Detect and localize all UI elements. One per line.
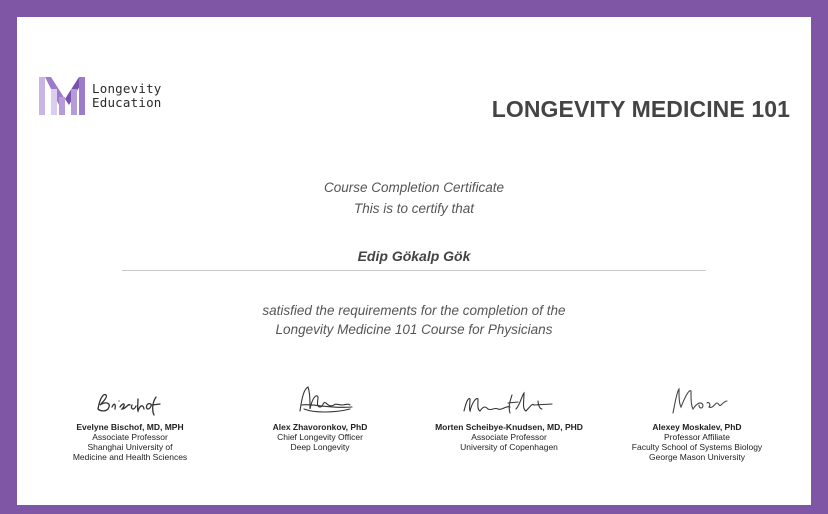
signer-affiliation: George Mason University <box>649 452 745 462</box>
signer-name: Evelyne Bischof, MD, MPH <box>76 422 184 432</box>
signer-affiliation: Medicine and Health Sciences <box>72 452 188 462</box>
signer-title: Professor Affiliate <box>664 432 730 442</box>
certificate-type: Course Completion Certificate <box>323 180 505 195</box>
signature-moskalev <box>657 383 737 417</box>
signers-row <box>17 377 811 487</box>
recipient-name: Edip Gökalp Gök <box>357 248 471 264</box>
name-underline <box>122 270 706 271</box>
certify-text: This is to certify that <box>353 201 475 216</box>
signer-title: Associate Professor <box>471 432 547 442</box>
signer-affiliation: University of Copenhagen <box>460 442 558 452</box>
signer-zhavoronkov <box>225 377 415 452</box>
course-title: LONGEVITY MEDICINE 101 <box>491 96 790 122</box>
signer-affiliation: Deep Longevity <box>290 442 350 452</box>
logo-line-2: Education <box>92 95 162 110</box>
requirement-line-1: satisfied the requirements for the completion of the <box>262 303 566 318</box>
certificate-sheet <box>17 17 811 505</box>
signature-bischof <box>90 389 170 417</box>
longevity-education-logo <box>39 75 162 117</box>
signer-title: Chief Longevity Officer <box>277 432 363 442</box>
signer-moskalev <box>602 377 792 462</box>
signer-scheibye-knudsen <box>414 377 604 452</box>
signer-name: Alexey Moskalev, PhD <box>652 422 742 432</box>
logo-mark-icon <box>39 75 89 117</box>
signer-title: Associate Professor <box>92 432 168 442</box>
signature-zhavoronkov <box>280 383 360 417</box>
signer-bischof <box>35 377 225 462</box>
signer-name: Alex Zhavoronkov, PhD <box>272 422 368 432</box>
signer-name: Morten Scheibye-Knudsen, MD, PHD <box>435 422 583 432</box>
signer-affiliation: Faculty School of Systems Biology <box>631 442 763 452</box>
logo-line-1: Longevity <box>92 81 162 96</box>
logo-wordmark <box>92 82 162 110</box>
signature-scheibye-knudsen <box>454 389 564 417</box>
requirement-line-2: Longevity Medicine 101 Course for Physicians <box>275 322 553 337</box>
signer-affiliation: Shanghai University of <box>87 442 173 452</box>
